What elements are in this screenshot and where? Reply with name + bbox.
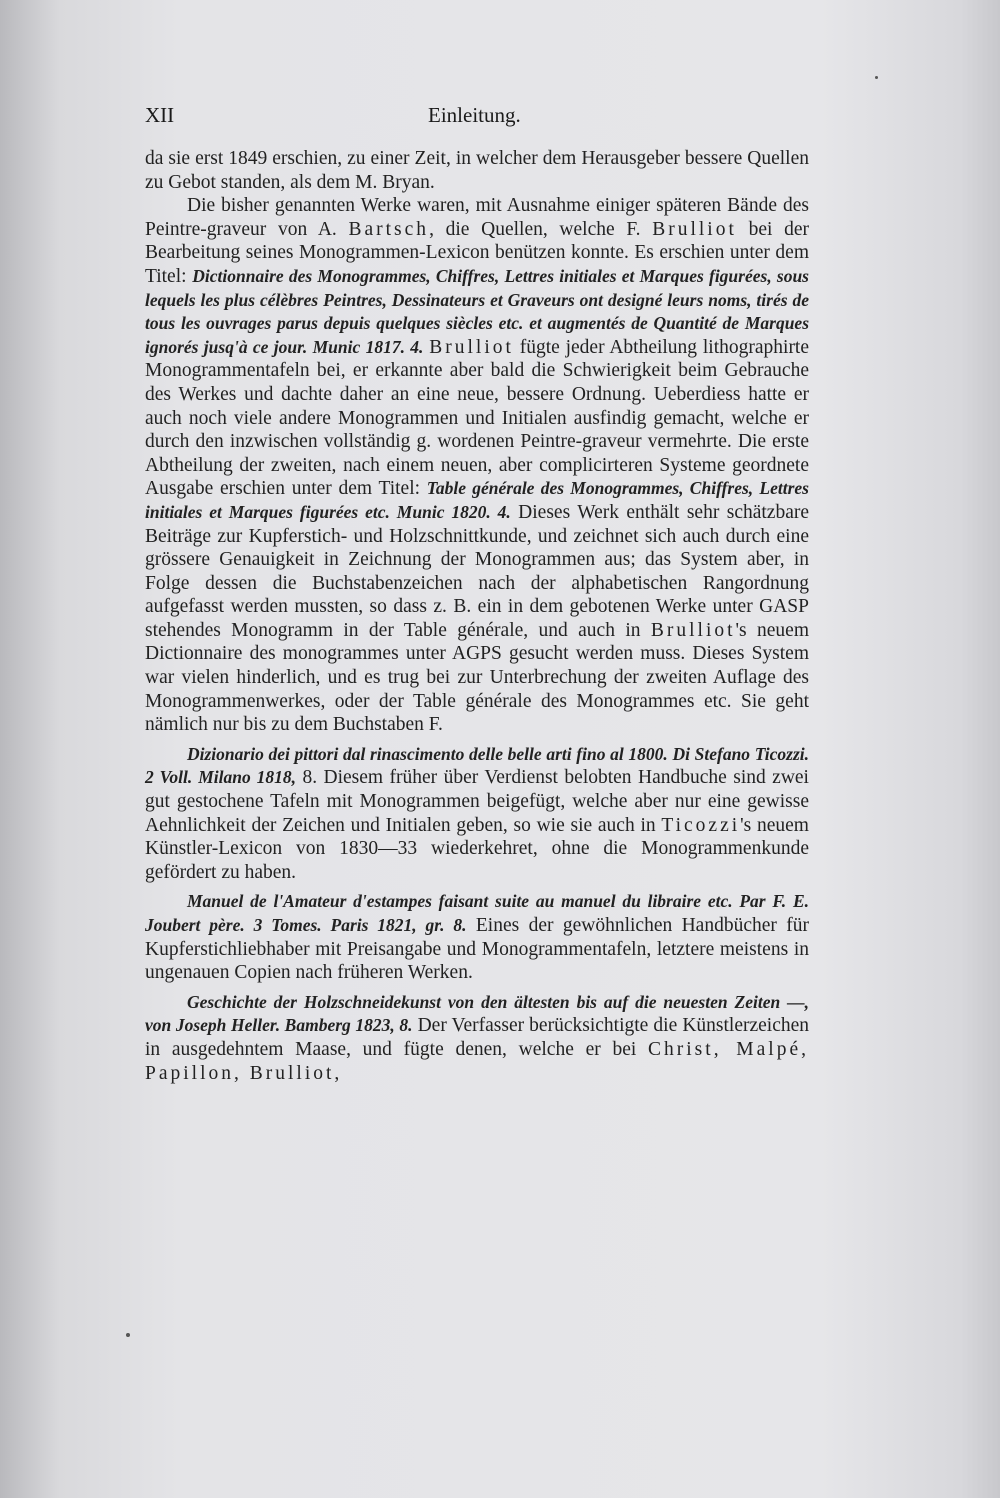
spaced-name: Brulliot — [429, 336, 514, 358]
running-header — [145, 103, 805, 133]
paragraph-3 — [145, 743, 809, 885]
text-run: 's neuem Dictionnaire des monogrammes unter AGPS gesucht werden muss. Dieses System war vielen hinderlich, und es trug bei zur Unterbrechung der zweiten Auflage des Monogrammenwerkes, oder der Table générale des Monogrammes etc. Sie geht nämlich nur bis zu dem Buchstaben F. — [145, 619, 809, 736]
text-run: fügte jeder Abtheilung lithographirte Monogrammentafeln bei, er erkannte aber bald die Schwierigkeit beim Gebrauche des Werkes und dachte daher an eine neue, bessere Ordnung. Ueberdiess hatte er auch noch viele andere Monogrammen und Initialen ausfindig gemacht, welche er durch den inzwischen vollständig g. wordenen Peintre-graveur vermehrte. Die erste Abtheilung der zweiten, nach einem neuen, aber complicirteren Systeme geordnete Ausgabe erschien unter dem Titel: — [145, 336, 810, 500]
body-text — [145, 147, 809, 1085]
text-run: 's neuem Künstler-Lexicon von 1830—33 wiederkehret, ohne die Monogrammenkunde gefördert zu haben. — [145, 814, 809, 883]
text-run: Der Verfasser berücksichtigte die Künstlerzeichen in ausgedehntem Maase, und fügte denen, welche er bei — [145, 1015, 810, 1060]
ink-speck — [126, 1333, 130, 1337]
spaced-name: Bartsch — [348, 218, 430, 240]
book-title: Dictionnaire des Monogrammes, Chiffres, Lettres initiales et Marques figurées, sous lequels les plus célèbres Peintres, Dessinateurs et Graveurs ont designé leurs noms, tirés de tous les ouvrages parus depuis quelques siècles etc. et augmentés de Quantité de Marques ignorés jusq'à ce jour. Munic 1817. 4. — [145, 265, 809, 357]
spaced-name: Ticozzi — [661, 814, 741, 836]
book-title: Dizionario dei pittori dal rinascimento delle belle arti fino al 1800. Di Stefano Ticozzi. 2 Voll. Milano 1818, — [145, 743, 809, 788]
spaced-name: Christ, Malpé, Papillon, Brulliot, — [145, 1038, 809, 1084]
ink-speck — [875, 76, 878, 79]
text-run: Dieses Werk enthält sehr schätzbare Beiträge zur Kupferstich- und Holzschnittkunde, und zeichnet sich auch durch eine grössere Genauigkeit in Zeichnung der Monogrammen aus; das System aber, in Folge dessen die Buchstabenzeichen nach der alphabetischen Rangordnung aufgefasst werden mussten, so dass z. B. ein in dem gebotenen Werke unter GASP stehendes Monogramm in der Table générale, und auch in — [145, 501, 810, 641]
book-title: Manuel de l'Amateur d'estampes faisant suite au manuel du libraire etc. Par F. E. Joubert père. 3 Tomes. Paris 1821, gr. 8. — [145, 891, 809, 935]
paragraph-5 — [145, 991, 809, 1085]
book-title: Geschichte der Holzschneidekunst von den ältesten bis auf die neuesten Zeiten —, von Joseph Heller. Bamberg 1823, 8. — [145, 991, 809, 1036]
text-run: Eines der gewöhnlichen Handbücher für Kupferstichliebhaber mit Preisangabe und Monogrammentafeln, letztere meistens in ungenauen Copien nach früheren Werken. — [145, 915, 809, 984]
spaced-name: Brulliot — [652, 218, 737, 240]
spaced-name: Brulliot — [650, 619, 736, 641]
running-title: Einleitung. — [428, 103, 521, 127]
paragraph-1: da sie erst 1849 erschien, zu einer Zeit, in welcher dem Herausgeber bessere Quellen zu Gebot standen, als dem M. Bryan. — [145, 148, 809, 193]
page-number: XII — [145, 103, 175, 127]
paragraph-2 — [145, 194, 809, 737]
book-title: Table générale des Monogrammes, Chiffres, Lettres initiales et Marques figurées etc. Munic 1820. 4. — [145, 478, 809, 522]
text-run: bei der Bearbeitung seines Monogrammen-Lexicon benützen konnte. Es erschien unter dem Titel: — [145, 218, 809, 287]
text-run: , die Quellen, welche F. — [429, 218, 653, 240]
paragraph-4 — [145, 890, 809, 984]
text-run: Die bisher genannten Werke waren, mit Ausnahme einiger späteren Bände des Peintre-graveur von A. — [145, 195, 809, 240]
text-run: 8. Diesem früher über Verdienst belobten Handbuche sind zwei gut gestochene Tafeln mit Monogrammen beigefügt, welche aber nur eine gewisse Aehnlichkeit der Zeichen und Initialen geben, so wie sie auch in — [145, 767, 809, 836]
